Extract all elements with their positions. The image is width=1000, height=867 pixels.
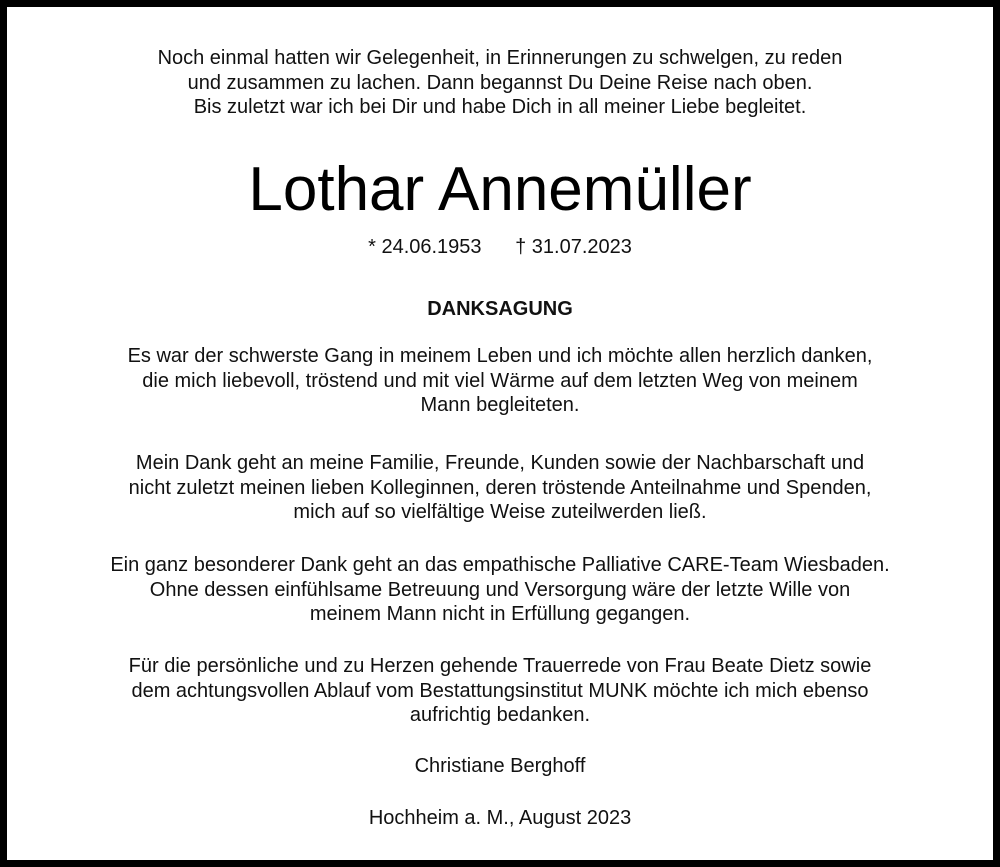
text-line: Ohne dessen einfühlsame Betreuung und Versorgung wäre der letzte Wille von bbox=[149, 578, 851, 601]
place-date-text: Hochheim a. M., August 2023 bbox=[368, 807, 632, 829]
text-line: die mich liebevoll, tröstend und mit viel Wärme auf dem letzten Weg von meinem bbox=[142, 369, 858, 392]
paragraph-1 bbox=[20, 344, 980, 418]
life-dates bbox=[0, 236, 1000, 259]
intro-verse bbox=[20, 46, 980, 120]
place-date bbox=[20, 806, 980, 831]
text-line: Mein Dank geht an meine Familie, Freunde, Kunden sowie der Nachbarschaft und bbox=[135, 452, 865, 474]
text-line: Ein ganz besonderer Dank geht an das empathische Palliative CARE-Team Wiesbaden. bbox=[110, 554, 890, 576]
deceased-name: Lothar Annemüller bbox=[248, 155, 752, 224]
intro-line: Bis zuletzt war ich bei Dir und habe Dich in all meiner Liebe begleitet. bbox=[193, 96, 807, 118]
text-line: aufrichtig bedanken. bbox=[409, 704, 591, 726]
paragraph-4 bbox=[20, 654, 980, 728]
signature-name: Christiane Berghoff bbox=[414, 755, 586, 777]
heading-danksagung: DANKSAGUNG bbox=[427, 298, 573, 320]
paragraph-2 bbox=[20, 451, 980, 525]
text-line: mich auf so vielfältige Weise zuteilwerden ließ. bbox=[293, 501, 707, 523]
death-date: † 31.07.2023 bbox=[515, 236, 632, 258]
text-line: meinem Mann nicht in Erfüllung gegangen. bbox=[309, 603, 691, 625]
text-line: Für die persönliche und zu Herzen gehende Trauerrede von Frau Beate Dietz sowie bbox=[128, 655, 872, 677]
text-line: nicht zuletzt meinen lieben Kolleginnen, deren tröstende Anteilnahme und Spenden, bbox=[128, 476, 872, 499]
birth-date: * 24.06.1953 bbox=[368, 236, 482, 258]
text-line: Mann begleiteten. bbox=[420, 394, 580, 416]
text-line: Es war der schwerste Gang in meinem Leben und ich möchte allen herzlich danken, bbox=[127, 345, 873, 367]
intro-line: und zusammen zu lachen. Dann begannst Du Deine Reise nach oben. bbox=[187, 71, 813, 94]
text-line: dem achtungsvollen Ablauf vom Bestattungsinstitut MUNK möchte ich mich ebenso bbox=[131, 679, 869, 702]
paragraph-3 bbox=[20, 553, 980, 627]
intro-line: Noch einmal hatten wir Gelegenheit, in Erinnerungen zu schwelgen, zu reden bbox=[157, 47, 843, 69]
signature bbox=[20, 754, 980, 779]
